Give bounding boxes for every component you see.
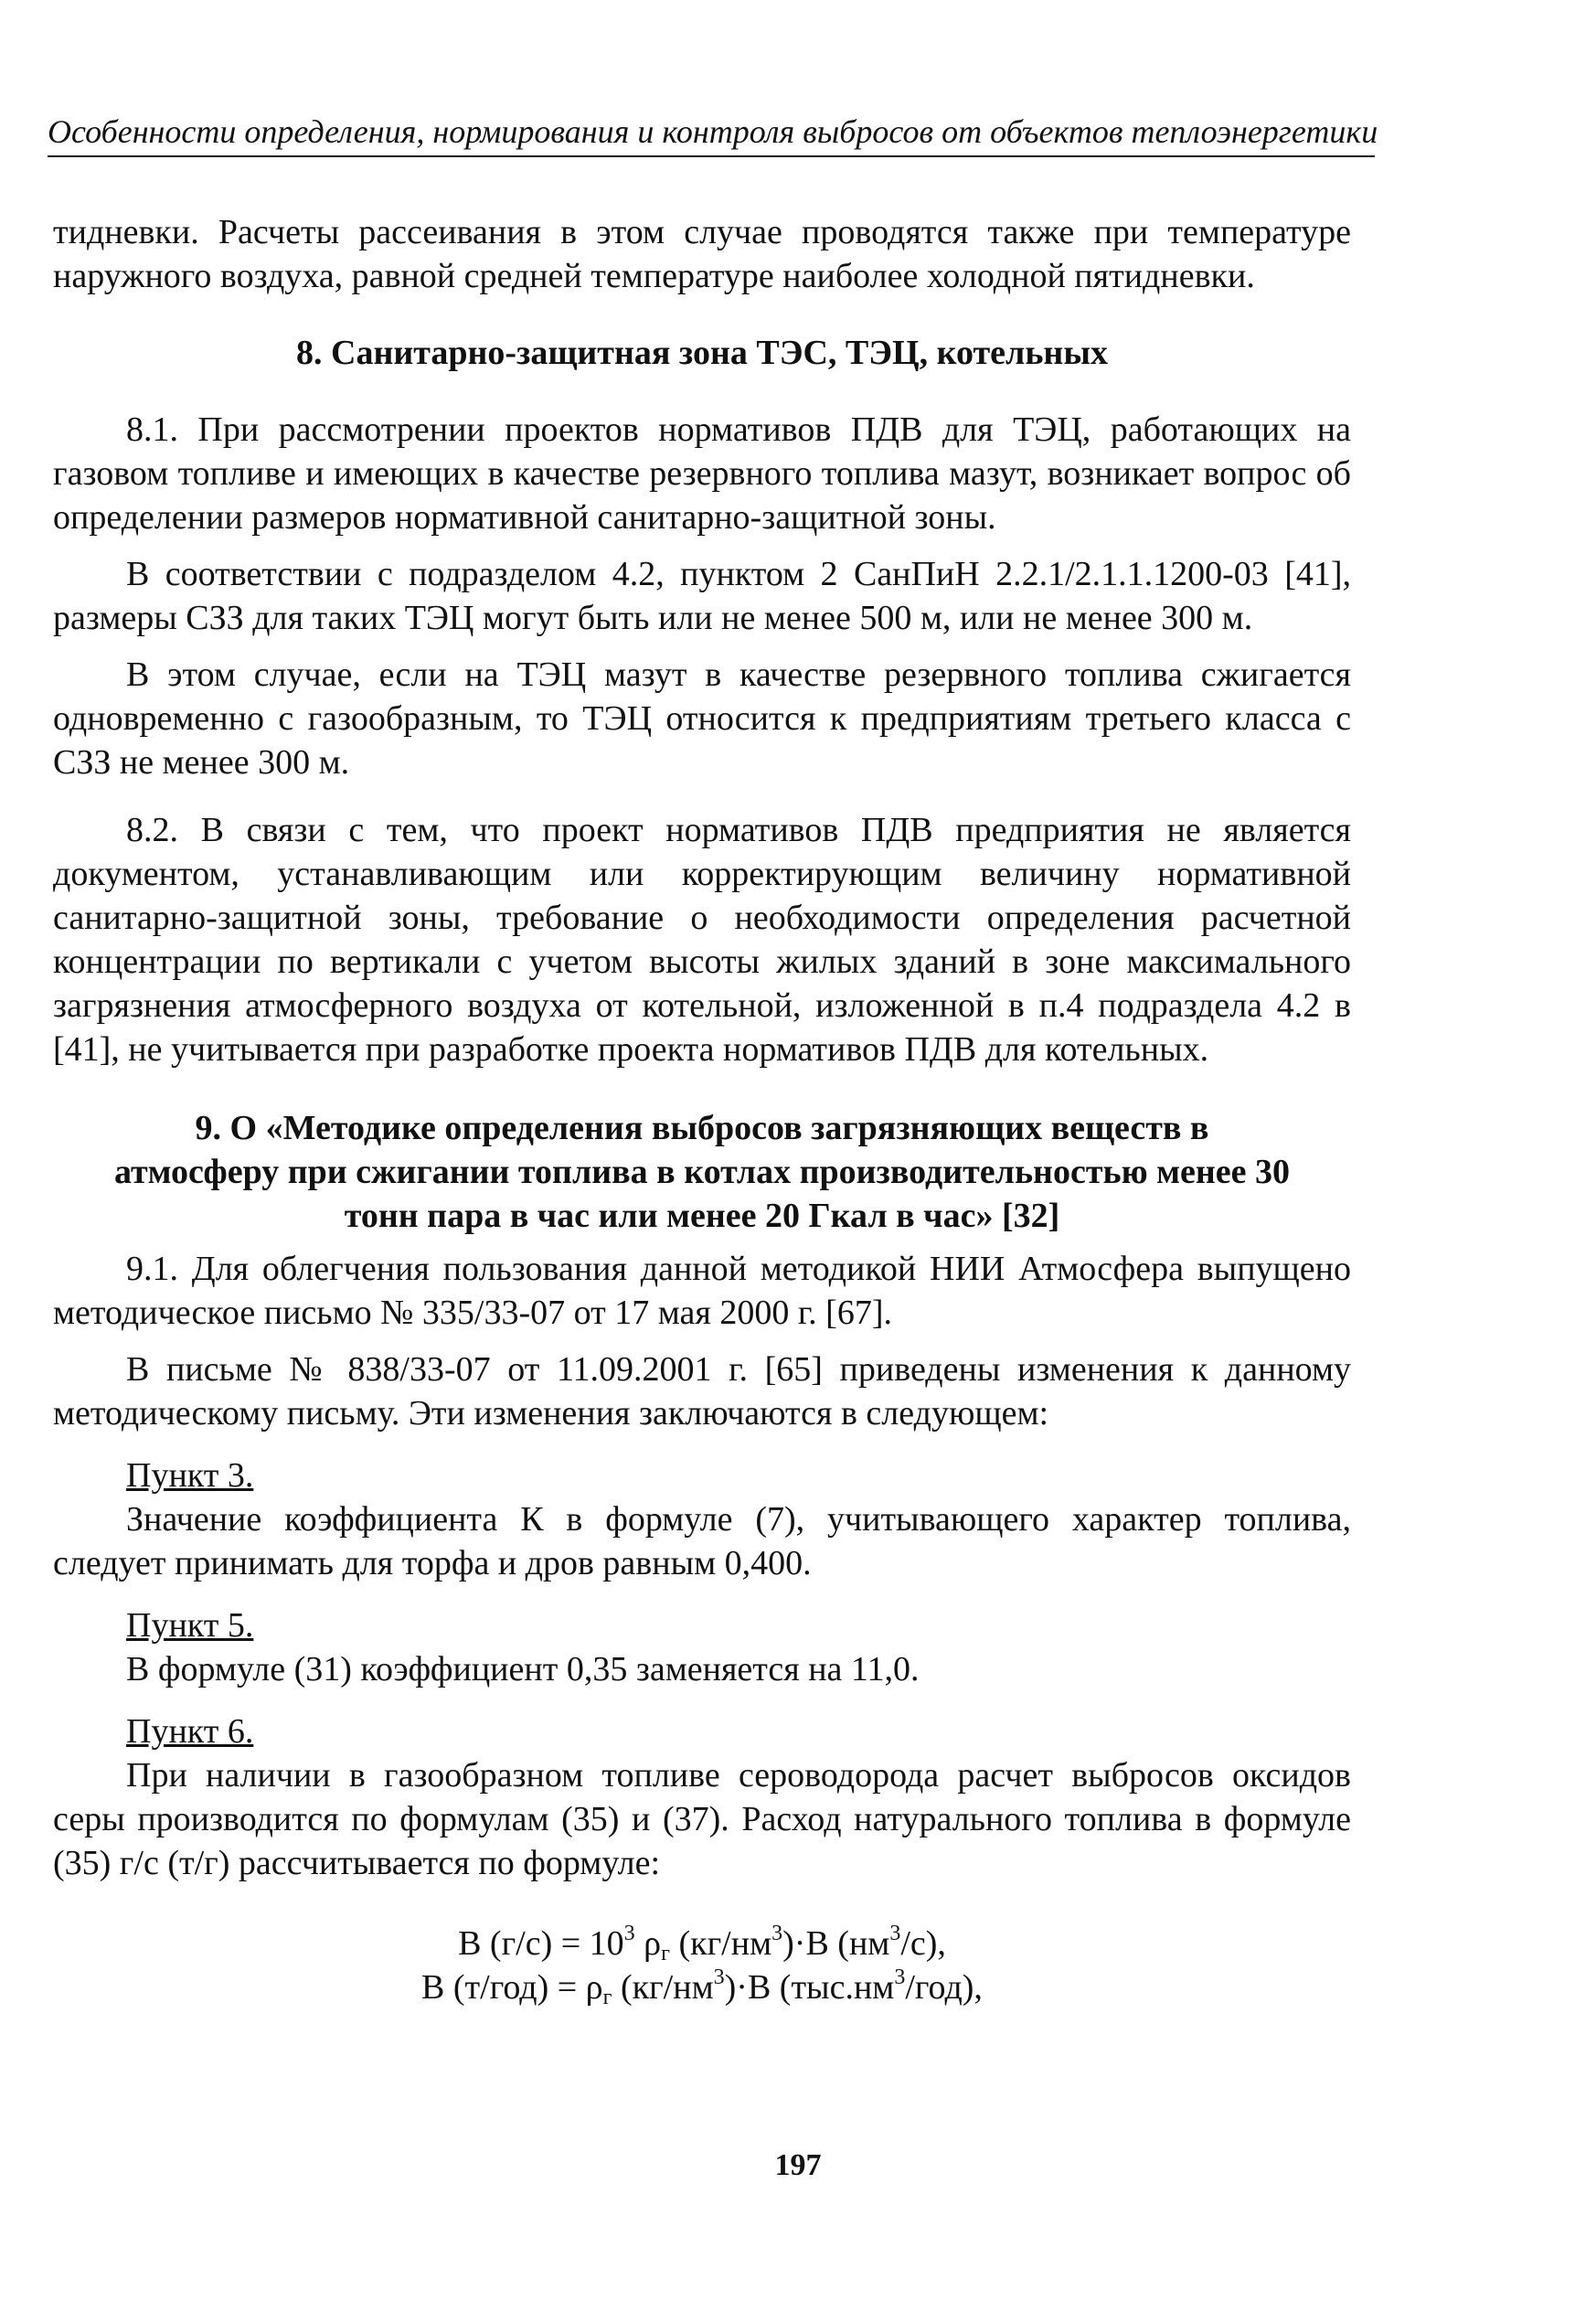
formula-2-unit-exp: 3	[713, 1965, 725, 1989]
formula-2-lhs: B (т/год) = ρ	[421, 1968, 603, 2007]
intro-paragraph: тидневки. Расчеты рассеивания в этом случае проводятся также при температуре наружного воздуха, равной средней температуре наиболее холодной пятидневки.	[53, 213, 1351, 295]
formula-2-end: /год),	[905, 1968, 983, 2007]
formula-1-unit-exp: 3	[771, 1922, 783, 1945]
paragraph-8-1: 8.1. При рассмотрении проектов нормативов ПДВ для ТЭЦ, работающих на газовом топливе и имеющих в качестве резервного топлива мазут, возникает вопрос об определении размеров нормативной санитарно-защитной зоны.	[53, 410, 1351, 537]
formula-2-mid: )·B (тыс.нм	[724, 1968, 895, 2007]
paragraph-9-1: 9.1. Для облегчения пользования данной методикой НИИ Атмосфера выпущено методическое письмо № 335/33-07 от 17 мая 2000 г. [67].	[53, 1250, 1351, 1332]
section-8-title: 8. Санитарно-защитная зона ТЭС, ТЭЦ, котельных	[296, 334, 1108, 372]
item-label-5: Пункт 5.	[126, 1606, 254, 1645]
item-label-3: Пункт 3.	[126, 1456, 254, 1495]
paragraph-8-1-b: В соответствии с подразделом 4.2, пунктом 2 СанПиН 2.2.1/2.1.1.1200-03 [41], размеры СЗЗ для таких ТЭЦ могут быть или не менее 500 м, или не менее 300 м.	[53, 555, 1351, 637]
formula-1-unit: (кг/нм	[669, 1924, 772, 1963]
item-text-3: Значение коэффициента К в формуле (7), учитывающего характер топлива, следует принимать для торфа и дров равным 0,400.	[53, 1500, 1351, 1582]
running-header: Особенности определения, нормирования и контроля выбросов от объектов теплоэнергетики	[48, 113, 1378, 150]
formula-2-rho-sub: г	[602, 1986, 612, 2009]
formula-1-lhs: B (г/с) = 10	[458, 1924, 624, 1963]
section-9-title-line-2: атмосферу при сжигании топлива в котлах производительностью менее 30	[113, 1153, 1290, 1191]
item-text-6: При наличии в газообразном топливе сероводорода расчет выбросов оксидов серы производится по формулам (35) и (37). Расход натурального топлива в формуле (35) г/с (т/г) рассчитывается по формуле:	[53, 1756, 1351, 1882]
section-9-title-line-1: 9. О «Методике определения выбросов загрязняющих веществ в	[195, 1109, 1209, 1147]
paragraph-9-1-b: В письме № 838/33-07 от 11.09.2001 г. [65] приведены изменения к данному методическому письму. Эти изменения заключаются в следующем:	[53, 1350, 1351, 1433]
page-number: 197	[774, 2148, 822, 2182]
formula-1-rho: ρ	[634, 1924, 662, 1963]
formula-1-mid: )·B (нм	[782, 1924, 890, 1963]
formula-1-exp: 3	[623, 1922, 635, 1945]
formula-1-end: /с),	[900, 1924, 946, 1963]
section-9-title-line-3: тонн пара в час или менее 20 Гкал в час» [32]	[344, 1197, 1060, 1235]
section-9-title	[53, 1106, 1351, 1238]
formula-1-rho-sub: г	[661, 1942, 670, 1965]
header-rule	[48, 155, 1375, 157]
formula-1-mid-exp: 3	[889, 1922, 901, 1945]
formula-tons-per-year	[53, 1965, 1351, 2009]
formula-grams-per-second	[53, 1922, 1351, 1965]
paragraph-8-2: 8.2. В связи с тем, что проект нормативов ПДВ предприятия не является документом, устанавливающим или корректирующим величину нормативной санитарно-защитной зоны, требование о необходимости определения расчетной концентрации по вертикали с учетом высоты жилых зданий в зоне максимального загрязнения атмосферного воздуха от котельной, изложенной в п.4 подраздела 4.2 в [41], не учитывается при разработке проекта нормативов ПДВ для котельных.	[53, 811, 1351, 1069]
formula-2-unit: (кг/нм	[612, 1968, 714, 2007]
formulas	[53, 1922, 1351, 2009]
page-content	[53, 210, 1351, 2009]
item-label-6: Пункт 6.	[126, 1712, 254, 1751]
paragraph-8-1-c: В этом случае, если на ТЭЦ мазут в качестве резервного топлива сжигается одновременно с газообразным, то ТЭЦ относится к предприятиям третьего класса с СЗЗ не менее 300 м.	[53, 655, 1351, 782]
item-text-5: В формуле (31) коэффициент 0,35 заменяется на 11,0.	[126, 1650, 920, 1688]
formula-2-mid-exp: 3	[894, 1965, 906, 1989]
